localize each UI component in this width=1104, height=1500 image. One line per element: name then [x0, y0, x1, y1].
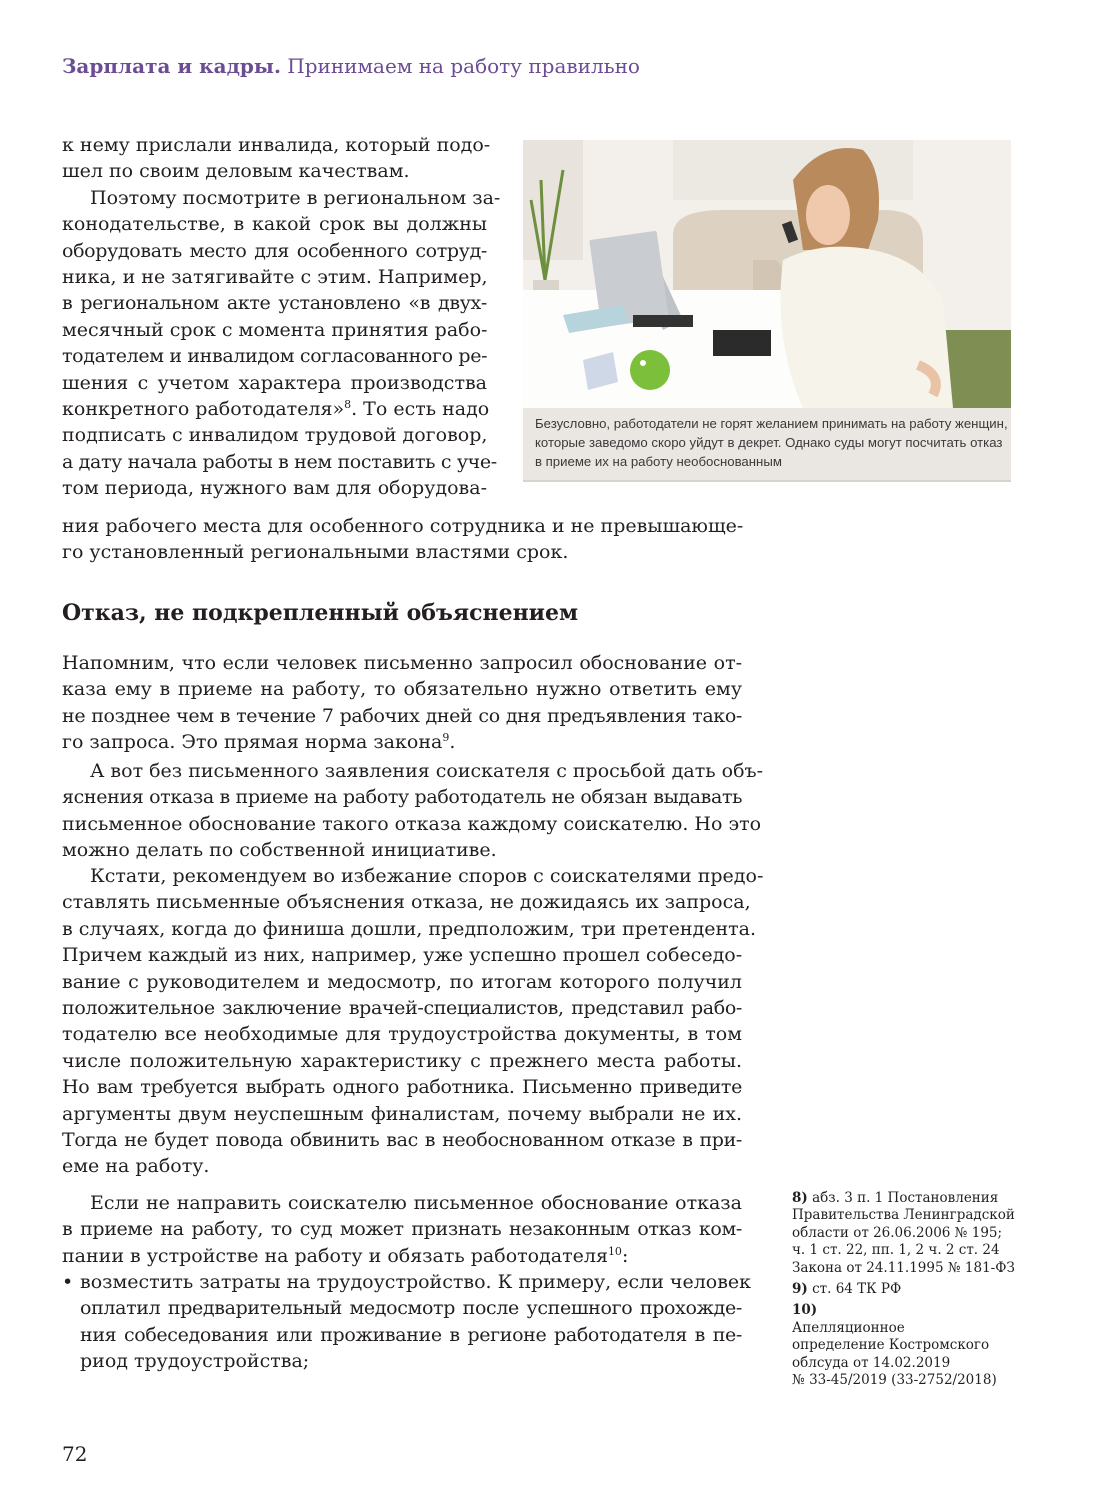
text-line: тодателю все необходимые для трудоустройства документы, в том [62, 1023, 742, 1046]
text-line: шел по своим деловым качествам. [62, 160, 410, 183]
text-line: шения с учетом характера производства [62, 371, 487, 394]
text-line: в случаях, когда до финиша дошли, предположим, три претендента. [62, 917, 757, 940]
text-fragment: пании в устройстве на работу и обязать работодателя [62, 1244, 608, 1267]
caption-line: которые заведомо скоро уйдут в декрет. Однако суды могут посчитать отказ [535, 435, 1003, 450]
paragraph [62, 1190, 742, 1269]
footnote-line: Правительства Ленинградской [792, 1207, 1015, 1224]
text-line: числе положительную характеристику с прежнего места работы. [62, 1049, 742, 1072]
footnote-line: Закона от 24.11.1995 № 181-ФЗ [792, 1259, 1015, 1276]
text-line: Напомним, что если человек письменно запросил обоснование от- [62, 652, 742, 674]
photo-figure [523, 140, 1011, 482]
footnote-line: № 33-45/2019 (33-2752/2018) [792, 1372, 997, 1389]
text-line: конодательстве, в какой срок вы должны [62, 213, 487, 236]
text-line: Если не направить соискателю письменное обоснование отказа [90, 1192, 742, 1214]
text-line [62, 1243, 742, 1269]
text-line: каза ему в приеме на работу, то обязательно нужно ответить ему [62, 678, 742, 701]
text-line [62, 396, 490, 422]
footnote-line: определение Костромского [792, 1337, 990, 1354]
text-line: положительное заключение врачей-специалистов, представил рабо- [62, 997, 742, 1020]
caption-line: в приеме их на работу необоснованным [535, 454, 782, 469]
text-line: ставлять письменные объяснения отказа, не дожидаясь их запроса, [62, 891, 751, 914]
page-number: 72 [62, 1442, 88, 1466]
text-line: не позднее чем в течение 7 рабочих дней со дня предъявления тако- [62, 704, 742, 727]
text-line: еме на работу. [62, 1155, 210, 1178]
running-head-title: Принимаем на работу правильно [287, 54, 640, 78]
paragraph [62, 758, 764, 864]
text-line: ния собеседования или проживание в регионе работодателя в пе- [80, 1323, 742, 1346]
footnote-line: ч. 1 ст. 22, пп. 1, 2 ч. 2 ст. 24 [792, 1242, 1000, 1259]
text-line: ника, и не затягивайте с этим. Например, [62, 266, 488, 289]
text-line: вание с руководителем и медосмотр, по итогам которого получил [62, 970, 742, 993]
footnote-number: 9) [792, 1281, 808, 1298]
paragraph [62, 863, 764, 1180]
footnote-line: области от 26.06.2006 № 195; [792, 1224, 1003, 1241]
text-line: ния рабочего места для особенного сотрудника и не превышающе- [62, 515, 744, 537]
text-line: письменное обоснование такого отказа каждому соискателю. Но это [62, 812, 762, 835]
text-fragment: . То есть надо [351, 398, 490, 421]
photo-illustration [523, 140, 1011, 408]
footnote-9 [792, 1281, 1022, 1298]
text-line: А вот без письменного заявления соискателя с просьбой дать объ- [90, 760, 764, 782]
wide-continuation [62, 513, 742, 566]
text-line: в приеме на работу, то суд может признать незаконным отказ ком- [62, 1218, 742, 1241]
text-line: оплатил предварительный медосмотр после успешного прохожде- [80, 1297, 742, 1320]
bullet-list-item [62, 1269, 752, 1375]
text-line: аргументы двум неуспешным финалистам, почему выбрали не их. [62, 1102, 742, 1125]
text-line: оборудовать место для особенного сотруд- [62, 239, 487, 262]
caption-line: Безусловно, работодатели не горят желанием принимать на работу женщин, [535, 416, 1008, 431]
photo [523, 140, 1011, 408]
footnote-8 [792, 1190, 1022, 1277]
running-head [62, 54, 640, 78]
footnote-line: абз. 3 п. 1 Постановления [812, 1190, 999, 1206]
text-line: Тогда не будет повода обвинить вас в необоснованном отказе в при- [62, 1129, 742, 1152]
footnote-ref-10[interactable]: 10 [607, 1244, 622, 1258]
text-fragment: : [621, 1244, 629, 1267]
bullet-marker: • [62, 1271, 74, 1293]
footnote-line: ст. 64 ТК РФ [812, 1281, 902, 1298]
text-fragment: конкретного работодателя» [62, 398, 345, 421]
text-line: Причем каждый из них, например, уже успешно прошел собеседо- [62, 944, 743, 967]
footnote-number: 8) [792, 1190, 808, 1206]
footnotes [792, 1190, 1022, 1393]
text-line: а дату начала работы в нем поставить с уче- [62, 450, 497, 473]
footnote-line: Апелляционное [792, 1319, 905, 1336]
text-line: Поэтому посмотрите в региональном за- [90, 186, 501, 209]
text-line: месячный срок с момента принятия рабо- [62, 318, 488, 341]
text-line: к нему прислали инвалида, который подо- [62, 134, 491, 156]
paragraph [62, 650, 742, 756]
text-line: го запроса. Это прямая норма закона$^9$. [62, 731, 456, 754]
text-line: в региональном акте установлено «в двух- [62, 292, 487, 315]
text-line: Кстати, рекомендуем во избежание споров с соискателями предо- [90, 865, 764, 887]
piggy-bank-icon [630, 350, 670, 390]
text-line: го установленный региональными властями срок. [62, 541, 569, 564]
text-line: можно делать по собственной инициативе. [62, 839, 497, 862]
figure-caption [535, 414, 1008, 471]
footnote-ref-8[interactable]: 8 [344, 398, 352, 412]
footnote-ref-9[interactable]: 9 [442, 731, 450, 745]
running-head-section: Зарплата и кадры. [62, 54, 281, 78]
text-line: риод трудоустройства; [80, 1350, 310, 1373]
text-line: том периода, нужного вам для оборудова- [62, 477, 487, 500]
narrow-column [62, 132, 501, 502]
section-heading: Отказ, не подкрепленный объяснением [62, 600, 579, 626]
text-fragment: го запроса. Это прямая норма закона [62, 731, 443, 754]
footnote-10 [792, 1302, 1022, 1389]
text-line: тодателем и инвалидом согласованного ре- [62, 345, 488, 368]
footnote-number: 10) [792, 1302, 818, 1319]
text-line: яснения отказа в приеме на работу работодатель не обязан выдавать [62, 786, 743, 809]
text-line: возместить затраты на трудоустройство. К примеру, если человек [80, 1271, 752, 1293]
text-line: подписать с инвалидом трудовой договор, [62, 424, 488, 447]
text-line: Но вам требуется выбрать одного работника. Письменно приведите [62, 1076, 742, 1099]
footnote-line: облсуда от 14.02.2019 [792, 1354, 951, 1371]
